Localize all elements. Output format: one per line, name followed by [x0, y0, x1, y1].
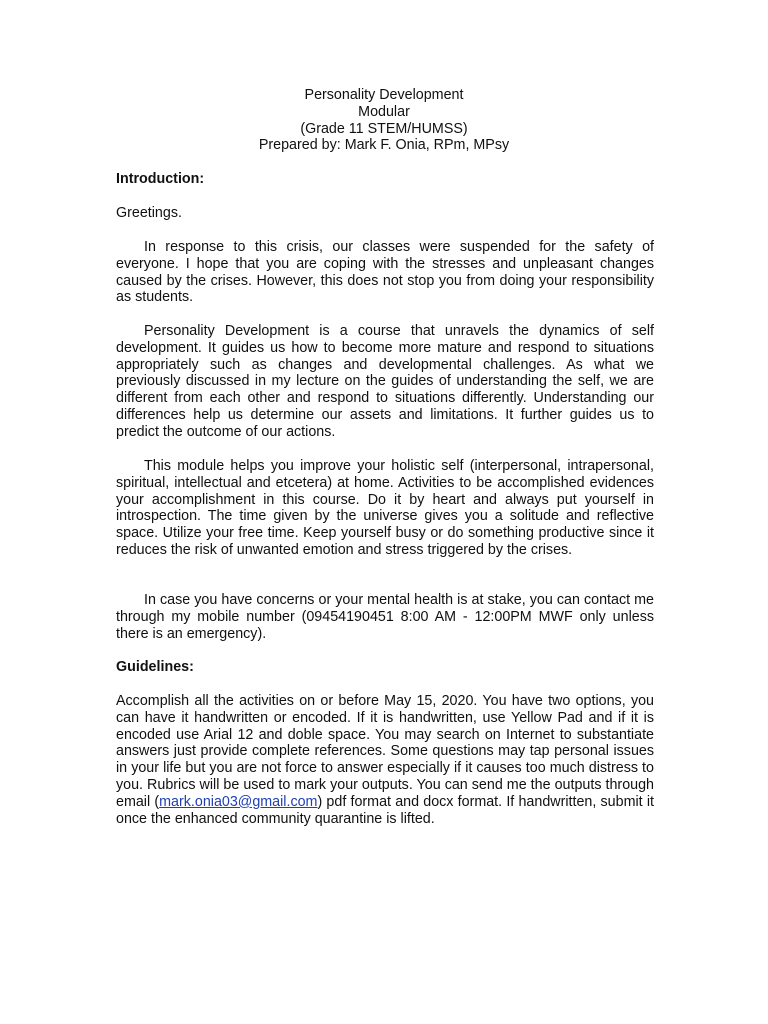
guidelines-heading-block	[116, 659, 654, 676]
email-close-paren: )	[317, 793, 323, 810]
guidelines-text-part-2: pdf format and docx format. If handwritten, submit it once the enhanced community quarantine is lifted.	[116, 793, 654, 827]
paragraph-1-block	[116, 239, 654, 306]
course-title: Personality Development	[304, 87, 464, 103]
guidelines-heading: Guidelines:	[116, 659, 194, 675]
email-link[interactable]: mark.onia03@gmail.com	[159, 793, 318, 810]
intro-paragraph-3: This module helps you improve your holistic self (interpersonal, intrapersonal, spiritual, intellectual and etcetera) at home. Activities to be accomplished evidences your accomplishment in this course. Do it by heart and always put yourself in introspection. The time given by the universe gives you a solitude and reflective space. Utilize your free time. Keep yourself busy or do something productive since it reduces the risk of unwanted emotion and stress triggered by the crises.	[116, 458, 654, 558]
introduction-heading: Introduction:	[116, 171, 205, 187]
guidelines-text-part-1: Accomplish all the activities on or before May 15, 2020. You have two options, you can have it handwritten or encoded. If it is handwritten, use Yellow Pad and if it is encoded use Arial 12 and doble space. You may search on Internet to substantiate answers just provide complete references. Some questions may tap personal issues in your life but you are not force to answer especially if it causes too much distress to you. Rubrics will be used to mark your outputs. You can send me the outputs through email	[116, 693, 654, 810]
guidelines-paragraph	[116, 693, 654, 827]
document-header	[0, 87, 768, 154]
intro-paragraph-4: In case you have concerns or your mental health is at stake, you can contact me through my mobile number (09454190451 8:00 AM - 12:00PM MWF only unless there is an emergency).	[116, 592, 654, 642]
grade-level: (Grade 11 STEM/HUMSS)	[300, 120, 468, 137]
paragraph-3-block	[116, 458, 654, 559]
paragraph-2-block	[116, 323, 654, 441]
introduction-heading-block	[116, 171, 654, 188]
intro-paragraph-2: Personality Development is a course that unravels the dynamics of self development. It guides us how to become more mature and respond to situations appropriately such as changes and developmental challenges. As what we previously discussed in my lecture on the guides of understanding the self, we are different from each other and respond to situations differently. Understanding our differences help us determine our assets and limitations. It further guides us to predict the outcome of our actions.	[116, 323, 654, 440]
paragraph-4-block	[116, 592, 654, 642]
greeting-text: Greetings.	[116, 205, 182, 221]
email-open-paren: (	[154, 793, 160, 810]
module-type: Modular	[358, 103, 410, 120]
intro-paragraph-1: In response to this crisis, our classes were suspended for the safety of everyone. I hope that you are coping with the stresses and unpleasant changes caused by the crises. However, this does not stop you from doing your responsibility as students.	[116, 239, 654, 306]
greeting-block	[116, 205, 654, 222]
guidelines-paragraph-block	[116, 693, 654, 827]
prepared-by: Prepared by: Mark F. Onia, RPm, MPsy	[258, 137, 510, 154]
